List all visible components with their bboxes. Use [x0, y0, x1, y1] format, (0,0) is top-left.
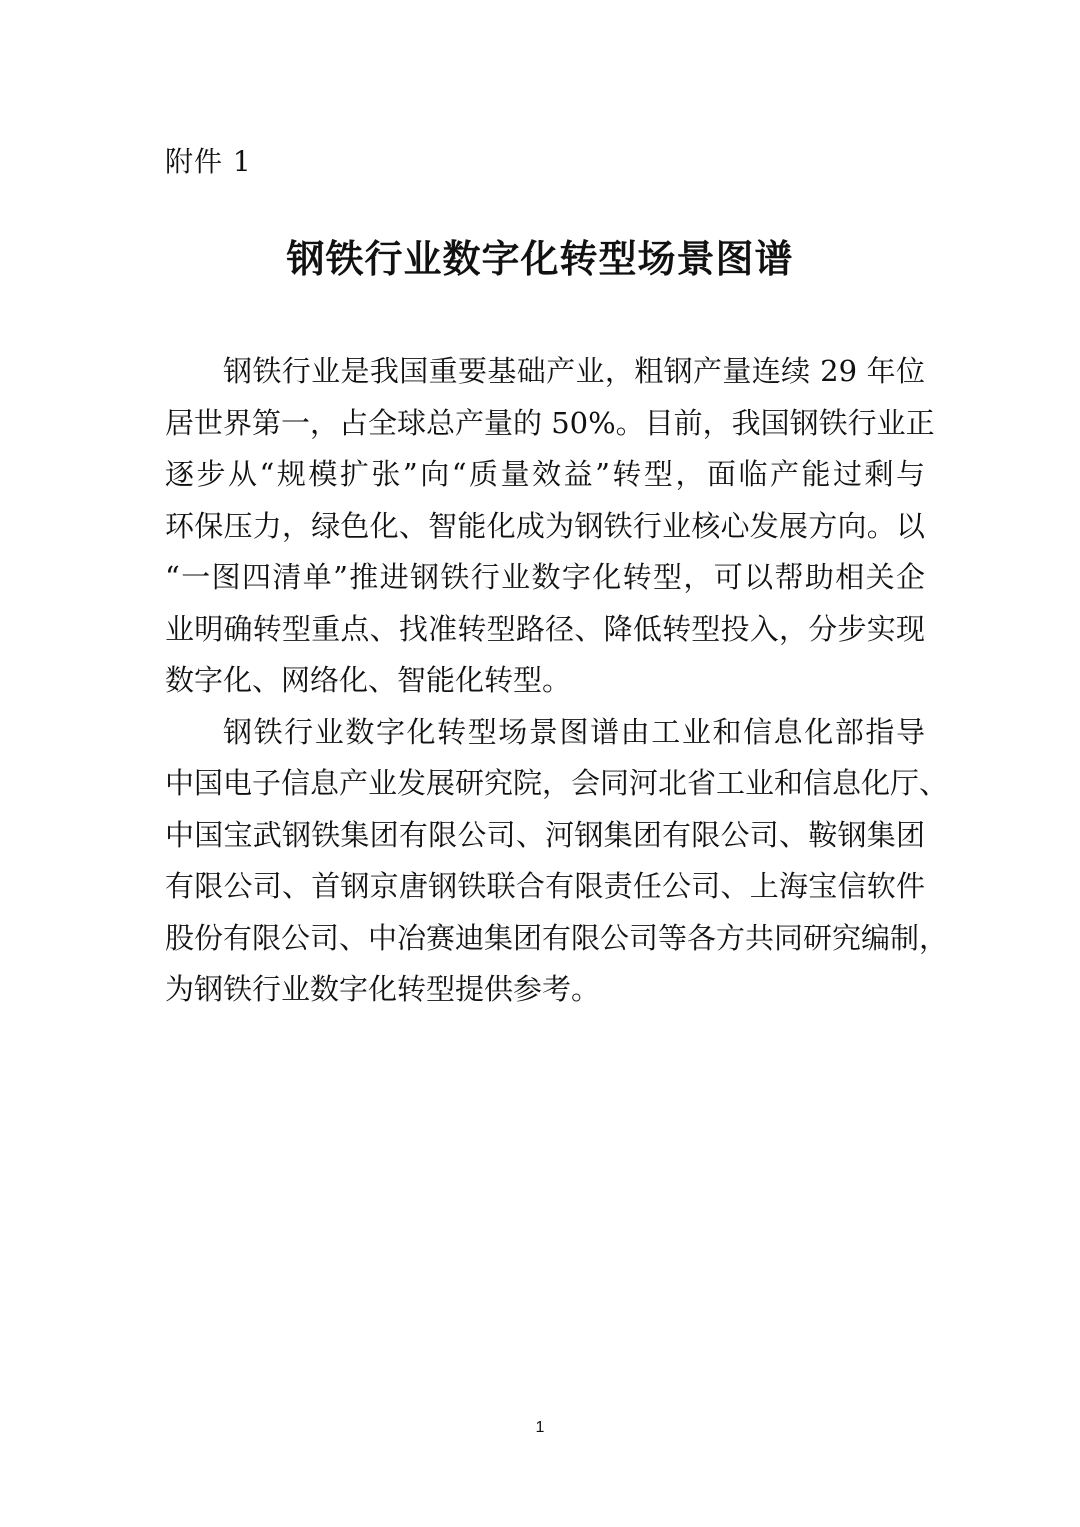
body-line: 钢铁行业是我国重要基础产业，粗钢产量连续 29 年位 — [223, 354, 925, 388]
body-line: 钢铁行业数字化转型场景图谱由工业和信息化部指导 — [223, 714, 925, 749]
document-body — [165, 346, 949, 1016]
body-line: 居世界第一，占全球总产量的 50%。目前，我国钢铁行业正 — [165, 405, 935, 440]
body-line: 数字化、网络化、智能化转型。 — [165, 663, 572, 697]
body-line: “一图四清单”推进钢铁行业数字化转型，可以帮助相关企 — [165, 560, 925, 594]
paragraph-compilation — [165, 707, 949, 1016]
body-line: 环保压力，绿色化、智能化成为钢铁行业核心发展方向。以 — [165, 508, 925, 543]
attachment-label: 附件 1 — [165, 145, 252, 178]
page-number: 1 — [535, 1419, 545, 1436]
document-title: 钢铁行业数字化转型场景图谱 — [286, 236, 794, 281]
body-line: 中国电子信息产业发展研究院，会同河北省工业和信息化厅、 — [165, 766, 949, 800]
body-line: 为钢铁行业数字化转型提供参考。 — [165, 972, 601, 1006]
body-line: 逐步从“规模扩张”向“质量效益”转型，面临产能过剩与 — [165, 457, 925, 491]
body-line: 业明确转型重点、找准转型路径、降低转型投入，分步实现 — [165, 611, 925, 646]
body-line: 中国宝武钢铁集团有限公司、河钢集团有限公司、鞍钢集团 — [165, 817, 925, 852]
body-line: 有限公司、首钢京唐钢铁联合有限责任公司、上海宝信软件 — [165, 869, 925, 903]
paragraph-intro — [165, 346, 935, 707]
body-line: 股份有限公司、中冶赛迪集团有限公司等各方共同研究编制， — [165, 920, 949, 955]
